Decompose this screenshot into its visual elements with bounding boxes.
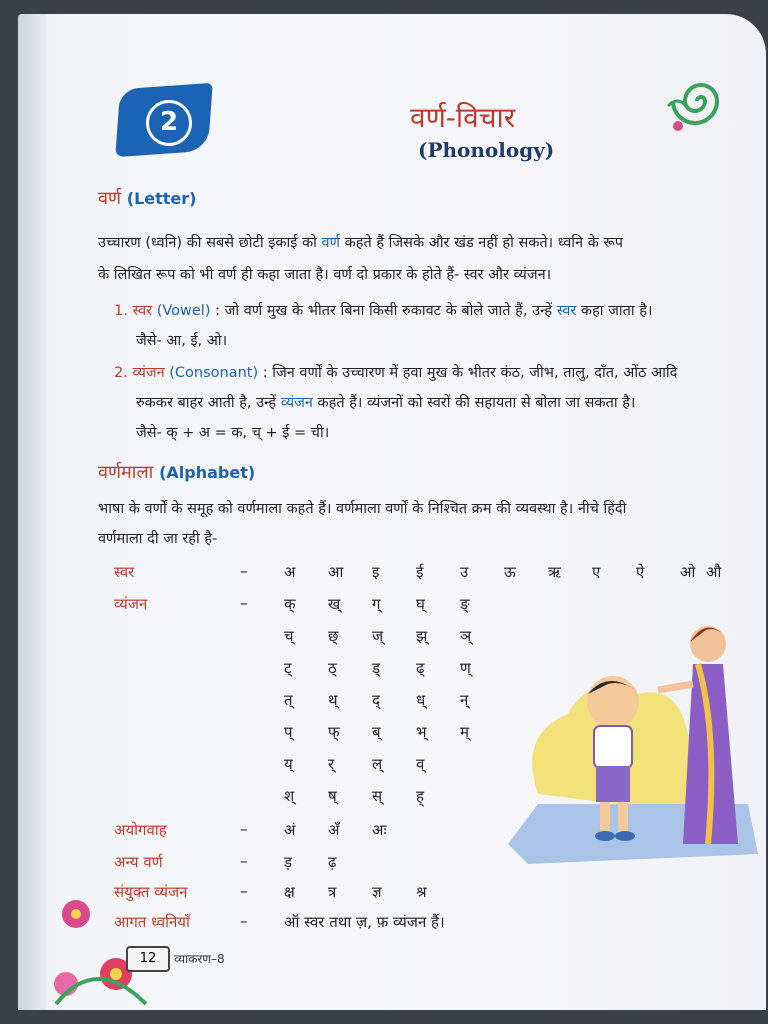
letter: इ [372, 563, 380, 581]
book-page [18, 14, 766, 1010]
heading-english: (Letter) [126, 189, 197, 208]
letter: ऊ [504, 563, 516, 581]
dash: – [240, 594, 248, 612]
vyanjan-row: श् ष् स् ह् [284, 787, 424, 805]
heading-hindi: वर्णमाला [98, 462, 154, 483]
label-swar: स्वर [114, 563, 135, 581]
item-consonant-example: जैसे- क् + अ = क, च् + ई = ची। [136, 425, 330, 441]
flower-decoration-icon [46, 874, 156, 1010]
letter: उ [460, 563, 469, 581]
dash: – [240, 852, 248, 870]
teacher-student-illustration [508, 614, 758, 874]
vyanjan-row: प् फ् ब् भ् म् [284, 723, 469, 741]
item-vowel-example: जैसे- आ, ई, ओ। [136, 333, 228, 349]
vyanjan-row: त् थ् द् ध् न् [284, 691, 469, 709]
item-consonant: 2. व्यंजन (Consonant) : जिन वर्णों के उच्चारण में हवा मुख के भीतर कंठ, जीभ, तालु, दाँत, ओंठ आदि [114, 365, 678, 381]
dash: – [240, 882, 248, 900]
label-aagat: आगत ध्वनियाँ [114, 913, 190, 931]
page-number: 12 [126, 946, 170, 972]
heading-hindi: वर्ण [98, 188, 122, 209]
label-anya: अन्य वर्ण [114, 853, 163, 871]
swar-row [284, 562, 726, 582]
letter: अ [284, 563, 296, 581]
letter: ओ [680, 563, 696, 581]
vyanjan-row: य् र् ल् व् [284, 755, 425, 773]
intro-line-1: उच्चारण (ध्वनि) की सबसे छोटी इकाई को वर्ण कहते हैं जिसके और खंड नहीं हो सकते। ध्वनि के रूप [98, 235, 623, 251]
letter: औ [706, 563, 722, 581]
letter: ई [416, 563, 424, 581]
sanyukt-row: क्ष त्र ज्ञ श्र [284, 883, 427, 901]
chapter-title-english: (Phonology) [418, 138, 555, 162]
swirl-decoration-icon [666, 66, 736, 136]
vyanjan-row: च् छ् ज् झ् ञ् [284, 627, 472, 645]
aagat-text: ऑ स्वर तथा ज़, फ़ व्यंजन हैं। [284, 913, 445, 931]
vyanjan-row: ट् ठ् ड् ढ् ण् [284, 659, 471, 677]
label-ayogvah: अयोगवाह [114, 821, 167, 839]
intro-line-2: के लिखित रूप को भी वर्ण ही कहा जाता है। वर्ण दो प्रकार के होते हैं- स्वर और व्यंजन। [98, 267, 552, 283]
dash: – [240, 562, 248, 580]
alphabet-intro-line-2: वर्णमाला दी जा रही है- [98, 531, 218, 547]
anya-row: ड़ ढ़ [284, 853, 337, 871]
item-consonant-line-2: रुककर बाहर आती है, उन्हें व्यंजन कहते हैं। व्यंजनों को स्वरों की सहायता से बोला जा सकता है। [136, 395, 636, 411]
alphabet-intro-line-1: भाषा के वर्णों के समूह को वर्णमाला कहते हैं। वर्णमाला वर्णों के निश्चित क्रम की व्यवस्था है। नीचे हिंदी [98, 501, 627, 517]
chapter-title-hindi: वर्ण-विचार [410, 101, 516, 134]
letter: ए [592, 563, 601, 581]
item-vowel: 1. स्वर (Vowel) : जो वर्ण मुख के भीतर बिना किसी रुकावट के बोले जाते हैं, उन्हें स्वर कहा जाता है। [114, 303, 653, 319]
chapter-number: 2 [146, 100, 192, 146]
label-vyanjan: व्यंजन [114, 595, 148, 613]
letter: ऐ [636, 563, 645, 581]
page-binding [18, 14, 46, 1010]
section-heading-letter [98, 186, 196, 210]
heading-english: (Alphabet) [159, 463, 256, 482]
dash: – [240, 820, 248, 838]
ayogvah-row: अं अँ अः [284, 821, 387, 839]
dash: – [240, 912, 248, 930]
letter: आ [328, 563, 344, 581]
vyanjan-row: क् ख् ग् घ् ङ् [284, 595, 470, 613]
letter: ऋ [548, 563, 561, 581]
section-heading-alphabet [98, 460, 255, 484]
book-name: व्याकरण–8 [174, 952, 225, 966]
label-sanyukt: संयुक्त व्यंजन [114, 883, 188, 901]
